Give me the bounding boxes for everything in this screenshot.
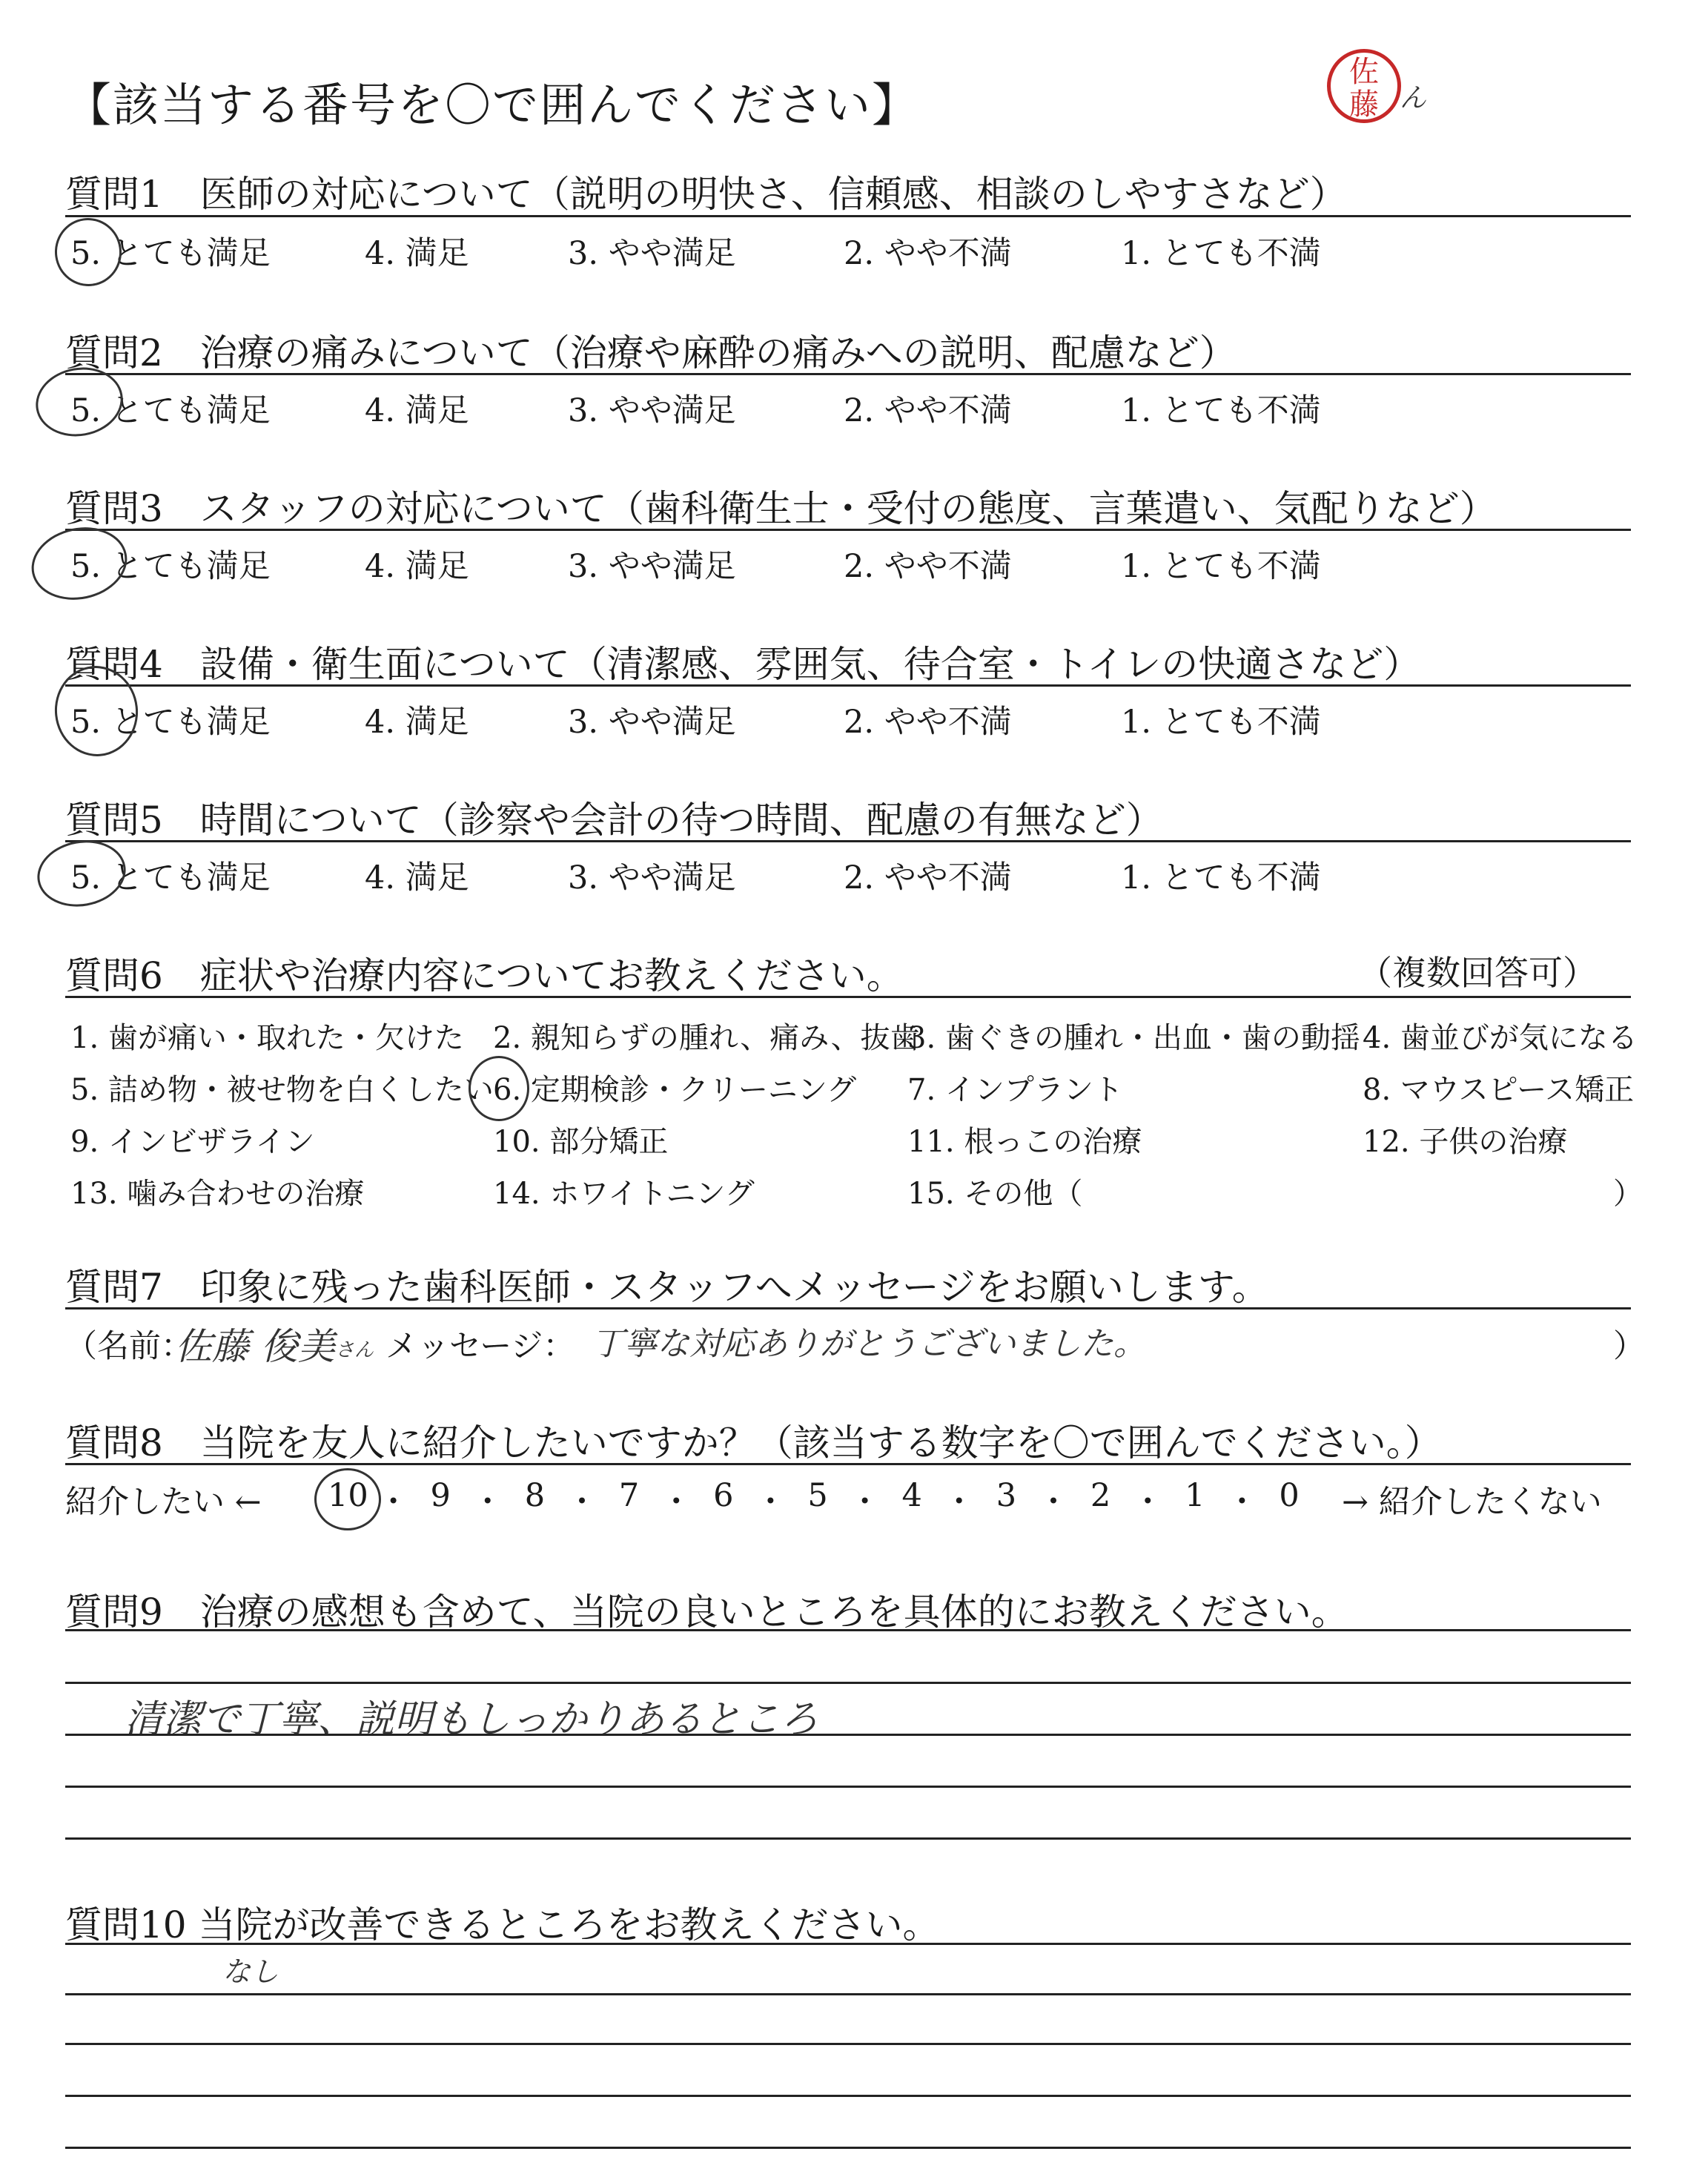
- q6-option-2[interactable]: 2. 親知らずの腫れ、痛み、抜歯: [493, 1021, 920, 1055]
- q4-rule: [65, 684, 1631, 687]
- q5-selection-circle: [32, 833, 130, 914]
- q9-rule-1: [65, 1629, 1631, 1631]
- q6-option-7[interactable]: 7. インプラント: [907, 1073, 1123, 1107]
- stamp-char-bottom: 藤: [1349, 87, 1379, 122]
- q9-rule-3: [65, 1786, 1631, 1788]
- q8-scale-option-0[interactable]: 0: [1279, 1477, 1300, 1514]
- q6-other-close: ）: [1613, 1177, 1643, 1211]
- q9-rule-2: [65, 1682, 1631, 1684]
- q9-rule-4: [65, 1837, 1631, 1840]
- q8-right-label: → 紹介したくない: [1342, 1484, 1602, 1521]
- q6-option-1[interactable]: 1. 歯が痛い・取れた・欠けた: [70, 1021, 464, 1055]
- q6-option-12[interactable]: 12. 子供の治療: [1363, 1125, 1568, 1159]
- q7-name-suffix: さん: [335, 1339, 374, 1361]
- q6-option-3[interactable]: 3. 歯ぐきの腫れ・出血・歯の動揺: [907, 1021, 1360, 1055]
- q7-message-value[interactable]: 丁寧な対応ありがとうございました。: [592, 1325, 1146, 1363]
- q2-rule: [65, 373, 1631, 375]
- q10-rule-5: [65, 2147, 1631, 2149]
- q1-option-1[interactable]: 1. とても不満: [1121, 235, 1321, 272]
- q9-answer[interactable]: 清潔で丁寧、説明もしっかりあるところ: [125, 1697, 819, 1742]
- q8-scale-separator: ・: [1131, 1484, 1164, 1521]
- q1-title: 質問1 医師の対応について（説明の明快さ、信頼感、相談のしやすさなど）: [65, 173, 1347, 216]
- q3-option-2[interactable]: 2. やや不満: [844, 548, 1012, 585]
- q8-scale-option-4[interactable]: 4: [901, 1477, 922, 1514]
- q7-name-label: （名前：: [65, 1328, 193, 1365]
- q8-scale-option-6[interactable]: 6: [713, 1477, 734, 1514]
- q5-option-5[interactable]: 5. とても満足: [70, 859, 271, 896]
- q8-scale-separator: ・: [660, 1484, 692, 1521]
- q8-scale-option-7[interactable]: 7: [618, 1477, 640, 1514]
- q10-answer[interactable]: なし: [222, 1955, 279, 1988]
- q5-option-3[interactable]: 3. やや満足: [568, 859, 736, 896]
- q6-option-14[interactable]: 14. ホワイトニング: [493, 1177, 755, 1211]
- name-seal-stamp: [1327, 49, 1401, 123]
- q10-title: 質問10 当院が改善できるところをお教えください。: [65, 1903, 940, 1946]
- q2-option-5[interactable]: 5. とても満足: [70, 392, 271, 429]
- q6-option-13[interactable]: 13. 噛み合わせの治療: [70, 1177, 365, 1211]
- q5-title: 質問5 時間について（診察や会計の待つ時間、配慮の有無など）: [65, 799, 1163, 842]
- q1-option-2[interactable]: 2. やや不満: [844, 235, 1012, 272]
- q8-selection-circle: [314, 1468, 381, 1530]
- q6-option-4[interactable]: 4. 歯並びが気になる: [1363, 1021, 1638, 1055]
- q9-title: 質問9 治療の感想も含めて、当院の良いところを具体的にお教えください。: [65, 1591, 1348, 1634]
- q6-option-5[interactable]: 5. 詰め物・被せ物を白くしたい: [70, 1073, 494, 1107]
- q1-option-5[interactable]: 5. とても満足: [70, 235, 271, 272]
- q3-title: 質問3 スタッフの対応について（歯科衛生士・受付の態度、言葉遣い、気配りなど）: [65, 487, 1497, 530]
- q5-option-1[interactable]: 1. とても不満: [1121, 859, 1321, 896]
- q7-title: 質問7 印象に残った歯科医師・スタッフへメッセージをお願いします。: [65, 1266, 1269, 1309]
- q8-scale-option-9[interactable]: 9: [430, 1477, 451, 1514]
- q8-scale-option-5[interactable]: 5: [807, 1477, 828, 1514]
- stamp-char-top: 佐: [1349, 55, 1379, 89]
- q1-option-3[interactable]: 3. やや満足: [568, 235, 736, 272]
- q10-rule-3: [65, 2043, 1631, 2045]
- q3-option-5[interactable]: 5. とても満足: [70, 548, 271, 585]
- q6-option-10[interactable]: 10. 部分矯正: [493, 1125, 669, 1159]
- stamp-initial: ん: [1400, 83, 1427, 113]
- q10-rule-4: [65, 2095, 1631, 2097]
- q6-multiple-note: （複数回答可）: [1358, 953, 1597, 993]
- q6-option-9[interactable]: 9. インビザライン: [70, 1125, 315, 1159]
- q4-title: 質問4 設備・衛生面について（清潔感、雰囲気、待合室・トイレの快適さなど）: [65, 643, 1421, 686]
- q3-rule: [65, 529, 1631, 531]
- q10-rule-2: [65, 1993, 1631, 1995]
- q6-title: 質問6 症状や治療内容についてお教えください。: [65, 954, 904, 997]
- q3-option-3[interactable]: 3. やや満足: [568, 548, 736, 585]
- q4-option-1[interactable]: 1. とても不満: [1121, 704, 1321, 741]
- q2-option-1[interactable]: 1. とても不満: [1121, 392, 1321, 429]
- q8-left-label: 紹介したい ←: [65, 1484, 262, 1521]
- q8-scale-separator: ・: [849, 1484, 881, 1521]
- q1-selection-circle: [50, 214, 126, 291]
- q2-option-4[interactable]: 4. 満足: [365, 392, 469, 429]
- q6-selection-circle: [469, 1056, 529, 1121]
- q8-title: 質問8 当院を友人に紹介したいですか？（該当する数字を〇で囲んでください。）: [65, 1421, 1442, 1464]
- q5-rule: [65, 840, 1631, 842]
- q8-scale-option-1[interactable]: 1: [1185, 1477, 1205, 1514]
- form-header: 【該当する番号を〇で囲んでください】: [65, 78, 920, 132]
- q8-scale-separator: ・: [471, 1484, 504, 1521]
- q8-scale-separator: ・: [943, 1484, 976, 1521]
- q2-title: 質問2 治療の痛みについて（治療や麻酔の痛みへの説明、配慮など）: [65, 331, 1237, 374]
- q8-scale-separator: ・: [1037, 1484, 1070, 1521]
- q7-message-label: メッセージ：: [385, 1328, 575, 1365]
- q10-rule-1: [65, 1943, 1631, 1945]
- q5-option-4[interactable]: 4. 満足: [365, 859, 469, 896]
- q2-option-2[interactable]: 2. やや不満: [844, 392, 1012, 429]
- q3-option-1[interactable]: 1. とても不満: [1121, 548, 1321, 585]
- q7-rule: [65, 1307, 1631, 1309]
- q6-option-6[interactable]: 6. 定期検診・クリーニング: [493, 1073, 857, 1107]
- q1-option-4[interactable]: 4. 満足: [365, 235, 469, 272]
- q4-option-2[interactable]: 2. やや不満: [844, 704, 1012, 741]
- q6-option-8[interactable]: 8. マウスピース矯正: [1363, 1073, 1635, 1107]
- q8-scale-separator: ・: [754, 1484, 787, 1521]
- q4-option-4[interactable]: 4. 満足: [365, 704, 469, 741]
- q1-rule: [65, 215, 1631, 217]
- q4-option-3[interactable]: 3. やや満足: [568, 704, 736, 741]
- q8-scale-separator: ・: [566, 1484, 598, 1521]
- q7-name-value[interactable]: 佐藤 俊美: [175, 1325, 335, 1368]
- q3-option-4[interactable]: 4. 満足: [365, 548, 469, 585]
- q8-rule: [65, 1463, 1631, 1465]
- q8-scale-option-10[interactable]: 10: [328, 1477, 368, 1514]
- q6-option-15[interactable]: 15. その他（: [907, 1177, 1083, 1211]
- q8-scale-option-2[interactable]: 2: [1090, 1477, 1111, 1514]
- q8-scale-separator: ・: [1225, 1484, 1258, 1521]
- q8-scale-option-8[interactable]: 8: [524, 1477, 546, 1514]
- q6-option-11[interactable]: 11. 根っこの治療: [907, 1125, 1142, 1159]
- q8-scale-separator: ・: [377, 1484, 410, 1521]
- q2-option-3[interactable]: 3. やや満足: [568, 392, 736, 429]
- q6-rule: [65, 996, 1631, 998]
- q8-scale-option-3[interactable]: 3: [996, 1477, 1017, 1514]
- q4-option-5[interactable]: 5. とても満足: [70, 704, 271, 741]
- q5-option-2[interactable]: 2. やや不満: [844, 859, 1012, 896]
- q7-close-paren: ）: [1613, 1328, 1645, 1365]
- q9-answer-rule: [65, 1734, 1631, 1736]
